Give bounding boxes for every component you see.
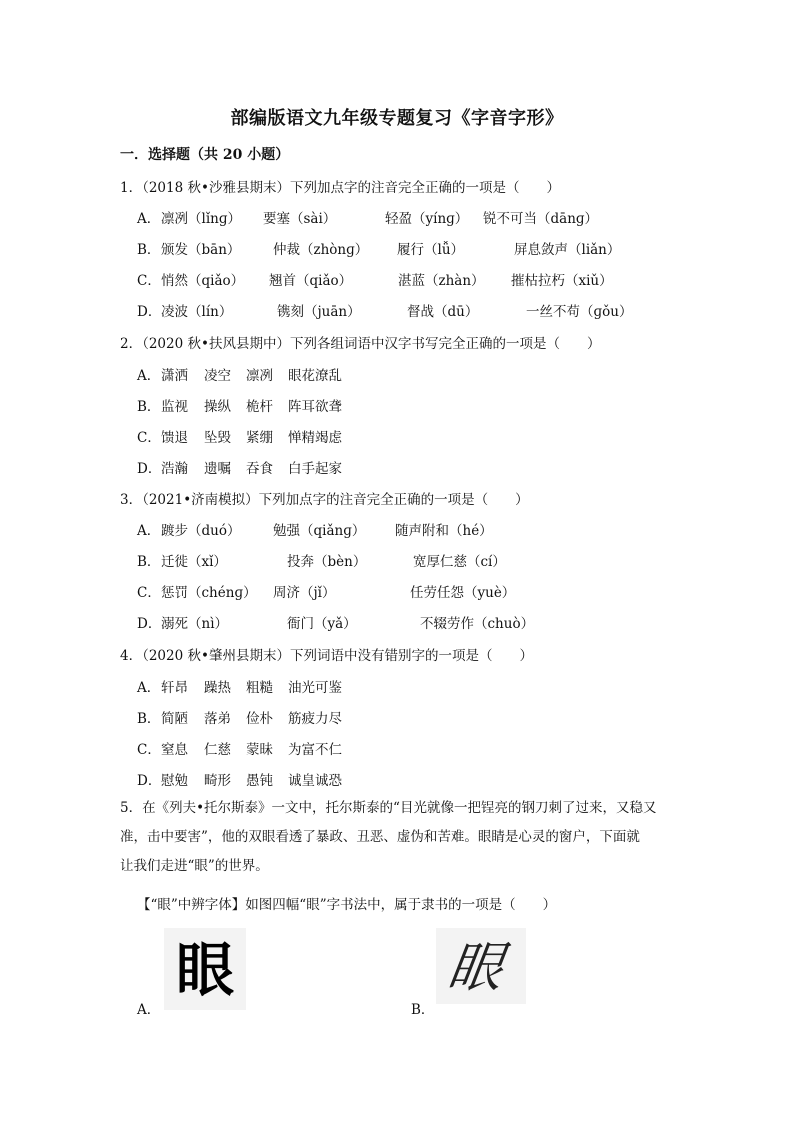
option-label: B． [137,399,161,415]
option-item: 翘首（qiǎo） [269,273,353,289]
option-item: 筋疲力尽 [288,711,342,727]
option-item: 白手起家 [288,461,342,477]
paragraph-line: 5．在《列夫•托尔斯泰》一文中，托尔斯泰的“目光就像一把锃亮的钢刀刺了过来，又稳又 [120,800,657,816]
option-item: 衙门（yǎ） [287,616,357,632]
option-label: B． [137,554,161,570]
option-label: A． [137,211,161,227]
option-label: D． [137,304,162,320]
option-item: 俭朴 [246,711,273,727]
option-item: 油光可鉴 [288,680,342,696]
calligraphy-bold-yan [164,928,246,1010]
question-4-option-a [137,676,342,696]
option-label: A． [137,523,161,539]
option-item: 监视 [161,399,188,415]
option-label: C． [137,273,161,289]
question-1-option-c [137,269,613,289]
question-2-option-c [137,426,342,446]
section-heading: 一．选择题（共 20 小题） [120,147,290,163]
option-item: 督战（dū） [407,304,479,320]
option-item: 紧绷 [246,430,273,446]
option-item: 坠毁 [204,430,231,446]
question-3-stem: 3．（2021•济南模拟）下列加点字的注音完全正确的一项是（ ） [120,492,529,508]
question-3-option-c [137,581,516,601]
option-item: 眼花潦乱 [288,368,342,384]
option-item: 桅杆 [246,399,273,415]
question-1-option-a [137,207,599,227]
question-1-option-b [137,238,621,258]
question-5-paragraph [120,794,680,881]
paragraph-line: 让我们走进“眼”的世界。 [120,858,269,874]
question-3-option-d [137,612,535,632]
option-label: A． [137,680,161,696]
option-item: 不辍劳作（chuò） [420,616,535,632]
calligraphy-text-b: 眼 [444,936,507,999]
option-item: 蒙昧 [246,742,273,758]
question-2-option-a [137,364,342,384]
option-item: 躁热 [204,680,231,696]
option-item: 任劳任怨（yuè） [410,585,516,601]
question-2-stem: 2．（2020 秋•扶风县期中）下列各组词语中汉字书写完全正确的一项是（ ） [120,336,601,352]
question-1-option-d [137,300,633,320]
option-item: 落弟 [204,711,231,727]
option-item: 宽厚仁慈（cí） [413,554,506,570]
option-label: D． [137,461,162,477]
option-item: 锐不可当（dānɡ） [483,211,599,227]
option-label: B． [137,711,161,727]
option-item: 仲裁（zhònɡ） [273,242,369,258]
option-item: 遗嘱 [204,461,231,477]
option-item: 粗糙 [246,680,273,696]
option-item: 为富不仁 [288,742,342,758]
question-4-option-d [137,769,342,789]
option-item: 愚钝 [246,773,273,789]
paragraph-line: 准，击中要害”，他的双眼看透了暴政、丑恶、虚伪和苦难。眼睛是心灵的窗户，下面就 [120,829,640,845]
option-label: D． [137,773,162,789]
option-item: 浩瀚 [161,461,188,477]
option-item: 湛蓝（zhàn） [398,273,485,289]
question-5-sub-stem: 【“眼”中辨字体】如图四幅“眼”字书法中，属于隶书的一项是（ ） [137,897,557,913]
option-item: 慰勉 [161,773,188,789]
option-item: 要塞（sài） [263,211,337,227]
option-item: 迁徙（xǐ） [161,554,227,570]
option-item: 一丝不苟（ɡǒu） [526,304,633,320]
option-item: 轻盈（yínɡ） [385,211,469,227]
option-item: 诚皇诚恐 [288,773,342,789]
option-item: 投奔（bèn） [287,554,367,570]
calligraphy-running-yan [436,928,526,1004]
option-item: 随声附和（hé） [395,523,493,539]
option-item: 凛冽 [246,368,273,384]
option-item: 潇洒 [161,368,188,384]
option-item: 凛冽（lǐnɡ） [161,211,241,227]
option-label: B． [137,242,161,258]
option-item: 惮精竭虑 [288,430,342,446]
option-item: 悄然（qiǎo） [161,273,245,289]
option-item: 阵耳欲聋 [288,399,342,415]
question-3-option-b [137,550,506,570]
option-item: 镌刻（juān） [277,304,361,320]
option-label: A． [137,368,161,384]
question-2-option-d [137,457,342,477]
option-item: 履行（lǚ） [397,242,465,258]
image-label-a: A． [137,1002,161,1018]
option-item: 馈退 [161,430,188,446]
question-3-option-a [137,519,493,539]
option-item: 窒息 [161,742,188,758]
option-item: 踱步（duó） [161,523,241,539]
option-item: 溺死（nì） [161,616,229,632]
option-label: C． [137,430,161,446]
calligraphy-image-a [164,928,246,1010]
option-item: 周济（jǐ） [273,585,336,601]
option-item: 简陋 [161,711,188,727]
question-4-option-b [137,707,342,727]
question-4-option-c [137,738,342,758]
option-item: 颁发（bān） [161,242,241,258]
option-item: 凌空 [204,368,231,384]
calligraphy-image-b [436,928,526,1004]
image-label-b: B． [411,1002,435,1018]
option-item: 勉强（qiǎnɡ） [273,523,366,539]
option-item: 惩罚（chénɡ） [161,585,257,601]
question-1-stem: 1．（2018 秋•沙雅县期末）下列加点字的注音完全正确的一项是（ ） [120,180,560,196]
calligraphy-text-a: 眼 [175,936,235,1004]
option-item: 轩昂 [161,680,188,696]
question-2-option-b [137,395,342,415]
option-item: 仁慈 [204,742,231,758]
option-label: C． [137,742,161,758]
page-title: 部编版语文九年级专题复习《字音字形》 [230,108,564,129]
option-label: C． [137,585,161,601]
option-item: 摧枯拉朽（xiǔ） [511,273,613,289]
option-item: 畸形 [204,773,231,789]
option-item: 屏息敛声（liǎn） [514,242,621,258]
question-4-stem: 4．（2020 秋•肇州县期末）下列词语中没有错别字的一项是（ ） [120,648,533,664]
option-item: 吞食 [246,461,273,477]
option-label: D． [137,616,162,632]
option-item: 操纵 [204,399,231,415]
option-item: 凌波（lín） [161,304,233,320]
